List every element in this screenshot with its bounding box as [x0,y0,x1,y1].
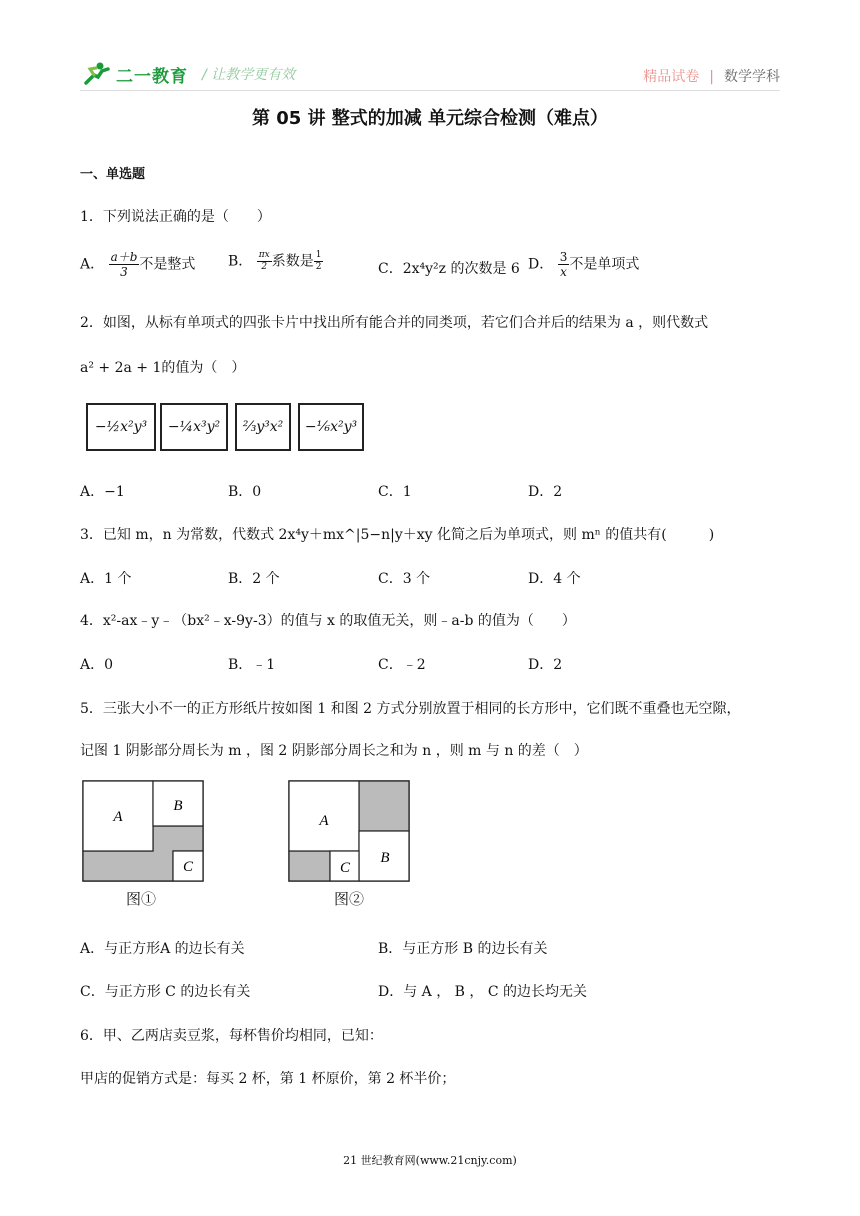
fig1-label-c: C [182,859,194,875]
brand-name: 二一教育 [116,66,188,87]
q1-a-tail: 不是整式 [139,256,196,273]
q5-figure-2-caption: 图② [334,890,365,908]
q1-b-fraction [257,250,272,273]
q2-stem-expression: a² + 2a + 1的值为（ ） [80,360,246,376]
quality-tag: 精品试卷 [643,69,700,85]
q3-stem: 3．已知 m，n 为常数，代数式 2x⁴y＋mx^|5−n|y＋xy 化简之后为单项式，则 mⁿ 的值共有( ) [80,527,715,543]
q2-card-3: ⅔y³x² [235,403,291,451]
q1-b-coef-num: 1 [315,250,322,260]
runner-logo-icon [82,61,112,87]
q5-stem: 5．三张大小不一的正方形纸片按如图 1 和图 2 方式分别放置于相同的长方形中，它们既不重叠也无空隙， [80,701,741,717]
q1-option-d [528,250,639,279]
q5-figure-2 [288,780,410,882]
q1-a-numerator: a＋b [110,250,138,264]
fig2-label-a: A [319,813,329,829]
q1-b-label: B． [228,253,253,270]
header-divider [80,90,780,91]
page-footer: 21 世纪教育网(www.21cnjy.com) [343,1154,517,1167]
q1-option-b [228,250,323,273]
q2-card-2: −¼x³y² [160,403,228,451]
q3-option-d: D．4 个 [528,571,581,587]
q1-stem: 1．下列说法正确的是（ ） [80,209,271,225]
subject-tag: 数学学科 [724,69,780,85]
q3-option-b: B．2 个 [228,571,280,587]
q1-d-numerator: 3 [559,250,568,264]
q1-d-fraction [558,250,570,279]
q1-b-numerator: πx [258,250,270,260]
q1-option-c [378,258,520,278]
q2-option-a: A．−1 [80,484,125,500]
section-heading: 一、单选题 [80,167,146,182]
q1-c-label: C． [378,261,403,277]
page-header [0,0,860,100]
q2-option-d: D．2 [528,484,563,500]
q6-stem: 6．甲、乙两店卖豆浆，每杯售价均相同，已知： [80,1028,383,1044]
q1-d-tail: 不是单项式 [569,256,640,273]
q1-d-denominator: x [560,265,567,279]
q5-stem-2: 记图 1 阴影部分周长为 m ，图 2 阴影部分周长之和为 n ，则 m 与 n 的差（ ） [80,743,588,759]
q4-option-a: A．0 [80,657,114,673]
q1-b-coefficient [314,250,324,273]
fig1-label-a: A [113,809,123,825]
q5-option-b: B．与正方形 B 的边长有关 [378,941,548,957]
page-title: 第 05 讲 整式的加减 单元综合检测（难点） [251,108,609,129]
q5-option-c: C．与正方形 C 的边长有关 [80,984,251,1000]
q5-figure-1 [82,780,204,882]
q1-b-coef-den: 2 [315,262,322,272]
q1-b-mid: 系数是 [271,253,314,270]
q3-option-a: A．1 个 [80,571,132,587]
q2-option-b: B．0 [228,484,262,500]
q2-card-4: −⅙x²y³ [298,403,364,451]
q1-c-text: 2x⁴y²z 的次数是 6 [402,261,520,277]
q5-option-d: D．与 A ， B ， C 的边长均无关 [378,984,588,1000]
q2-stem: 2．如图，从标有单项式的四张卡片中找出所有能合并的同类项，若它们合并后的结果为 a ，则代数式 [80,315,709,331]
q2-option-c: C．1 [378,484,412,500]
q4-option-b: B．﹣1 [228,657,276,673]
fig1-label-b: B [173,798,183,814]
tag-separator: | [709,69,714,85]
brand-logo [82,60,295,88]
q1-b-denominator: 2 [261,262,268,272]
q4-stem: 4．x²-ax﹣y﹣（bx²﹣x-9y-3）的值与 x 的取值无关，则﹣a-b 的值为（ ） [80,613,576,629]
q5-option-a: A．与正方形A 的边长有关 [80,941,245,957]
q1-a-denominator: 3 [120,265,128,279]
brand-slogan: / 让教学更有效 [202,67,296,83]
q4-option-d: D．2 [528,657,563,673]
q3-option-c: C．3 个 [378,571,431,587]
q1-option-a [80,250,195,279]
q2-card-1: −½x²y³ [86,403,156,451]
q4-option-c: C．﹣2 [378,657,426,673]
q1-a-label: A． [80,256,105,273]
fig2-label-b: B [380,850,390,866]
header-tags [643,66,780,86]
q1-a-fraction [109,250,140,279]
q5-figure-1-caption: 图① [126,890,157,908]
q1-d-label: D． [528,256,554,273]
fig2-label-c: C [339,860,351,876]
q6-promo-line: 甲店的促销方式是：每买 2 杯，第 1 杯原价，第 2 杯半价； [80,1071,456,1087]
